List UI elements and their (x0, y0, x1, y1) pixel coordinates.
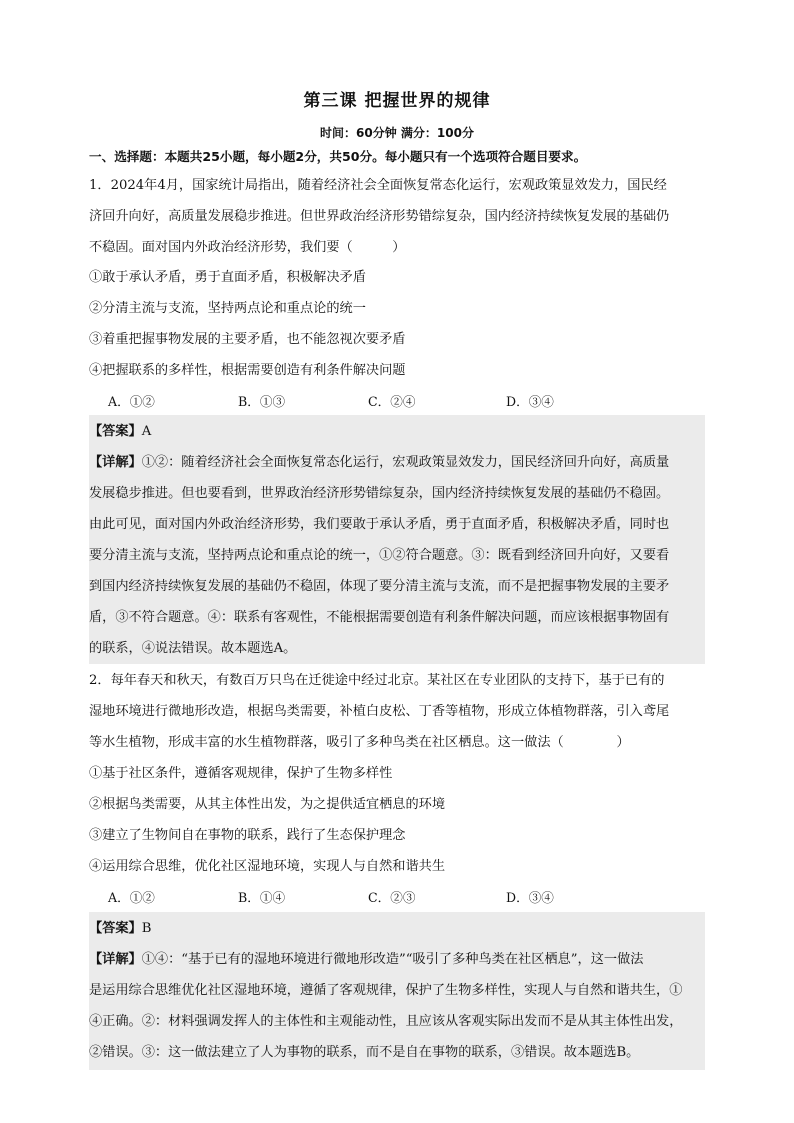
q2-detail-line: ④正确。②：材料强调发挥人的主体性和主观能动性，且应该从客观实际出发而不是从其主体性出发， (89, 1014, 683, 1029)
q1-option-c[interactable]: C．②④ (368, 394, 416, 409)
q1-statement: ②分清主流与支流，坚持两点论和重点论的统一 (89, 301, 366, 316)
answer-value: A (141, 424, 152, 439)
q2-statement: ③建立了生物间自在事物的联系，践行了生态保护理念 (89, 828, 406, 843)
exam-meta: 时间：60分钟 满分：100分 (320, 126, 474, 140)
q1-detail-line: 到国内经济持续恢复发展的基础仍不稳固，体现了要分清主流与支流，而不是把握事物发展的主要矛 (89, 579, 670, 594)
detail-label: 【详解】 (89, 455, 142, 470)
q1-detail-line: 的联系，④说法错误。故本题选A。 (89, 641, 297, 656)
q1-option-a[interactable]: A．①② (108, 394, 155, 409)
section-heading: 一、选择题：本题共25小题，每小题2分，共50分。每小题只有一个选项符合题目要求。 (89, 149, 587, 164)
q1-answer (89, 422, 705, 442)
page-title: 第三课 把握世界的规律 (303, 91, 491, 111)
answer-label: 【答案】 (89, 424, 142, 439)
q2-option-d[interactable]: D．③④ (506, 890, 554, 905)
q2-statement: ②根据鸟类需要，从其主体性出发，为之提供适宜栖息的环境 (89, 797, 446, 812)
q1-statement: ④把握联系的多样性，根据需要创造有利条件解决问题 (89, 363, 406, 378)
q2-statement: ①基于社区条件，遵循客观规律，保护了生物多样性 (89, 766, 393, 781)
q2-detail-line: ②错误。③：这一做法建立了人为事物的联系，而不是自在事物的联系，③错误。故本题选B。 (89, 1045, 640, 1060)
q1-detail-line (89, 453, 705, 473)
q2-stem-line: 湿地环境进行微地形改造，根据鸟类需要，补植白皮松、丁香等植物，形成立体植物群落，引入鸢尾 (89, 704, 670, 719)
q2-option-b[interactable]: B．①④ (238, 890, 286, 905)
q1-statement: ③着重把握事物发展的主要矛盾，也不能忽视次要矛盾 (89, 332, 406, 347)
q1-options (108, 392, 668, 412)
q1-detail-line: 发展稳步推进。但也要看到，世界政治经济形势错综复杂，国内经济持续恢复发展的基础仍不稳固。 (89, 486, 670, 501)
q1-stem-line: 1．2024年4月，国家统计局指出，随着经济社会全面恢复常态化运行，宏观政策显效发力，国民经 (89, 178, 667, 193)
q2-option-c[interactable]: C．②③ (368, 890, 416, 905)
detail-label: 【详解】 (89, 952, 142, 967)
q1-detail-line: 要分清主流与支流，坚持两点论和重点论的统一，①②符合题意。③：既看到经济回升向好，又要看 (89, 548, 670, 563)
q1-statement: ①敢于承认矛盾，勇于直面矛盾，积极解决矛盾 (89, 270, 366, 285)
q2-stem-line: 等水生植物，形成丰富的水生植物群落，吸引了多种鸟类在社区栖息。这一做法（ ） (89, 735, 630, 750)
q1-detail-text: ①②：随着经济社会全面恢复常态化运行，宏观政策显效发力，国民经济回升向好，高质量 (141, 455, 670, 470)
q2-statement: ④运用综合思维，优化社区湿地环境，实现人与自然和谐共生 (89, 859, 446, 874)
q2-options (108, 888, 668, 908)
q2-stem-line: 2．每年春天和秋天，有数百万只鸟在迁徙途中经过北京。某社区在专业团队的支持下，基于已有的 (89, 673, 665, 688)
q1-detail-line: 由此可见，面对国内外政治经济形势，我们要敢于承认矛盾，勇于直面矛盾，积极解决矛盾，同时也 (89, 517, 670, 532)
answer-label: 【答案】 (89, 921, 142, 936)
q1-option-d[interactable]: D．③④ (506, 394, 554, 409)
q1-stem-line: 济回升向好，高质量发展稳步推进。但世界政治经济形势错综复杂，国内经济持续恢复发展的基础仍 (89, 209, 670, 224)
q2-answer (89, 919, 705, 939)
q2-detail-line: 是运用综合思维优化社区湿地环境，遵循了客观规律，保护了生物多样性，实现人与自然和谐共生，① (89, 983, 683, 998)
q1-detail-line: 盾，③不符合题意。④：联系有客观性，不能根据需要创造有利条件解决问题，而应该根据事物固有 (89, 610, 670, 625)
q2-detail-line (89, 950, 705, 970)
q1-stem-line: 不稳固。面对国内外政治经济形势，我们要（ ） (89, 240, 406, 255)
q1-option-b[interactable]: B．①③ (238, 394, 286, 409)
q2-detail-text: ①④：“基于已有的湿地环境进行微地形改造”“吸引了多种鸟类在社区栖息”，这一做法 (141, 952, 644, 967)
answer-value: B (141, 921, 152, 936)
q2-option-a[interactable]: A．①② (108, 890, 155, 905)
